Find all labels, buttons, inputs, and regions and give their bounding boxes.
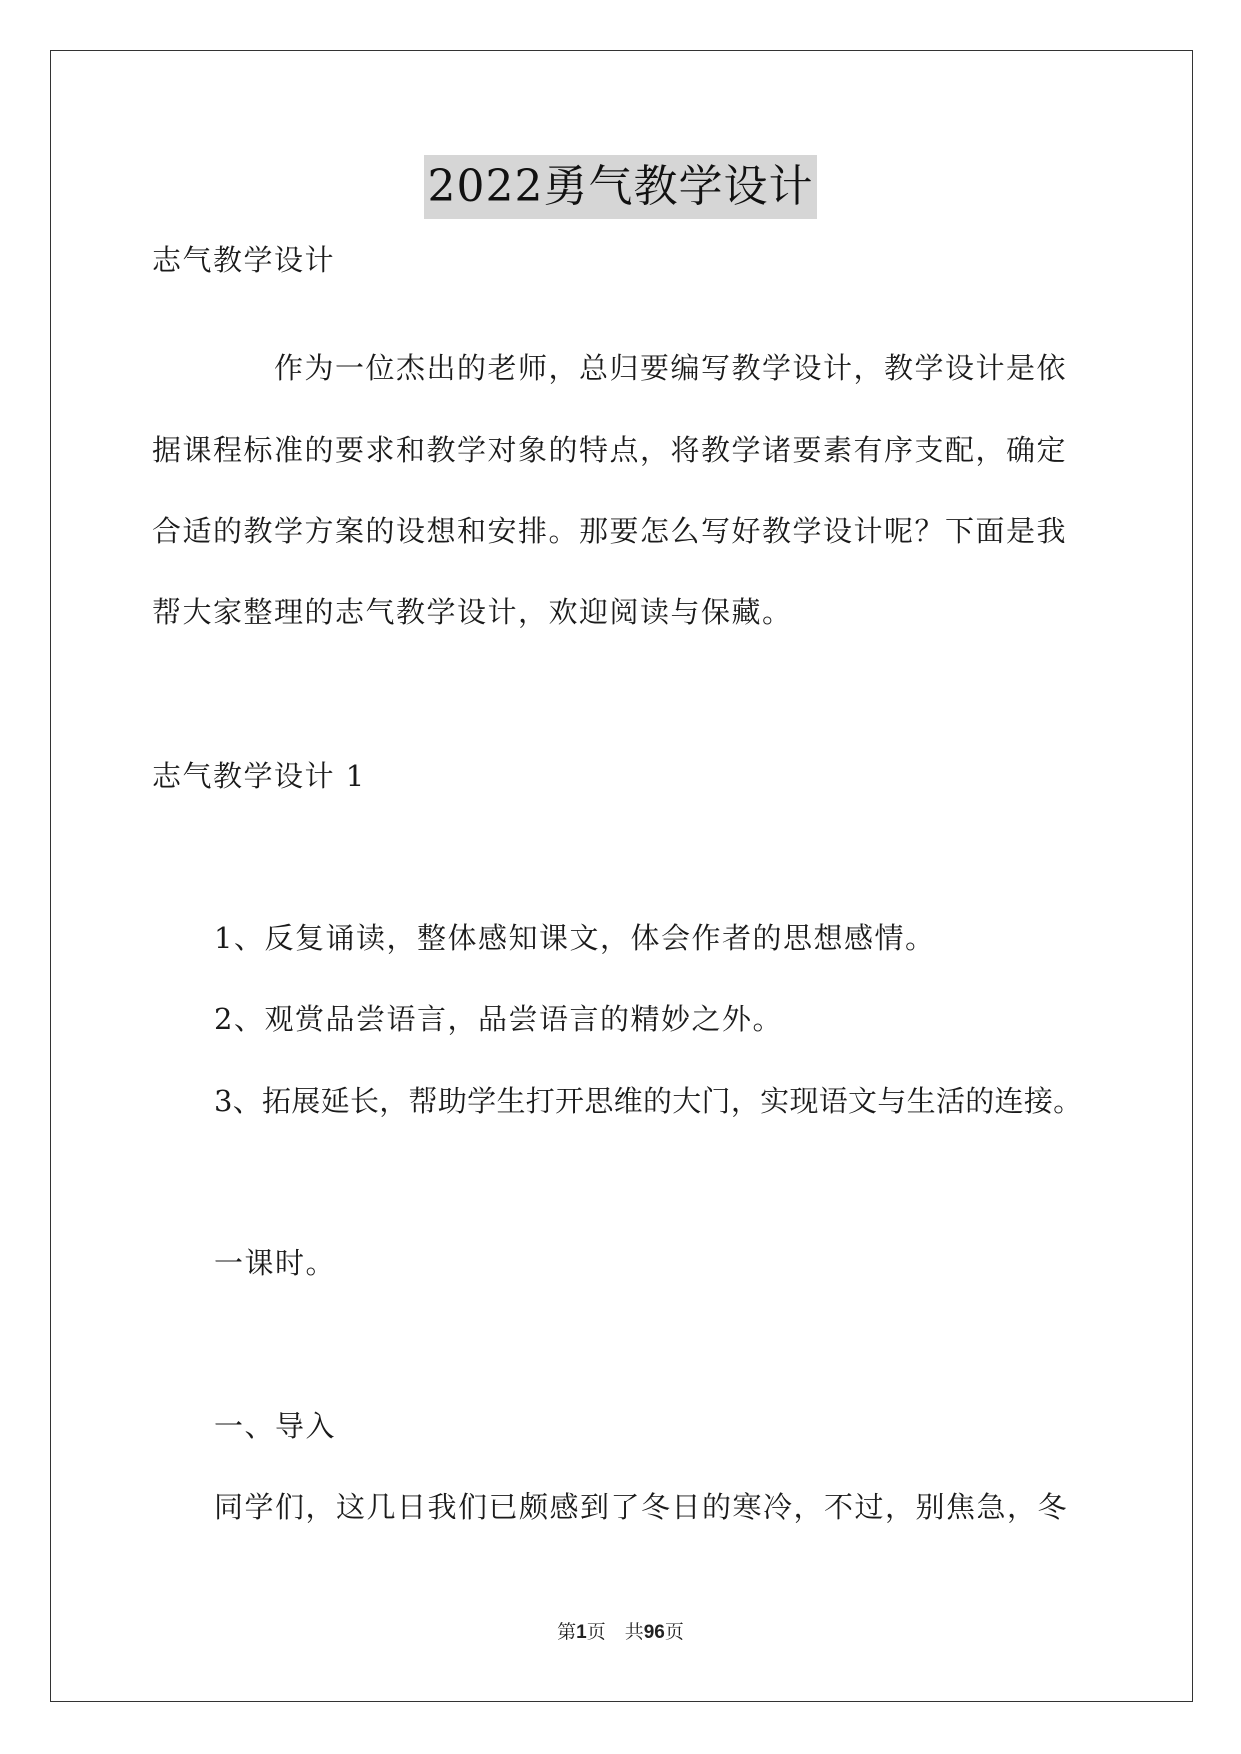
footer-suffix: 页 (664, 1621, 684, 1643)
intro-line-2: 据课程标准的要求和教学对象的特点，将教学诸要素有序支配，确定 (152, 433, 1068, 467)
page-border (50, 50, 1193, 1702)
goal-item-1: 1、反复诵读，整体感知课文，体会作者的思想感情。 (214, 921, 936, 955)
footer-total-pages: 96 (643, 1622, 665, 1643)
title-container (0, 155, 1241, 219)
document-title: 2022勇气教学设计 (424, 155, 818, 219)
page-footer (0, 1620, 1241, 1645)
intro-line-1: 作为一位杰出的老师，总归要编写教学设计，教学设计是依 (274, 351, 1068, 385)
part-heading: 一、导入 (214, 1409, 337, 1443)
footer-page-number: 1 (576, 1622, 587, 1643)
intro-line-3: 合适的教学方案的设想和安排。那要怎么写好教学设计呢？下面是我 (152, 514, 1068, 548)
goal-item-3: 3、拓展延长，帮助学生打开思维的大门，实现语文与生活的连接。 (214, 1084, 1083, 1118)
lesson-count: 一课时。 (214, 1246, 337, 1280)
part-text-line: 同学们，这几日我们已颇感到了冬日的寒冷，不过，别焦急，冬 (214, 1490, 1069, 1524)
goal-item-2: 2、观赏品尝语言，品尝语言的精妙之外。 (214, 1002, 783, 1036)
footer-prefix: 第 (557, 1621, 577, 1643)
intro-line-4: 帮大家整理的志气教学设计，欢迎阅读与保藏。 (152, 595, 793, 629)
subtitle: 志气教学设计 (152, 243, 336, 277)
section-heading: 志气教学设计 1 (152, 759, 366, 793)
footer-middle: 页 共 (586, 1621, 644, 1643)
